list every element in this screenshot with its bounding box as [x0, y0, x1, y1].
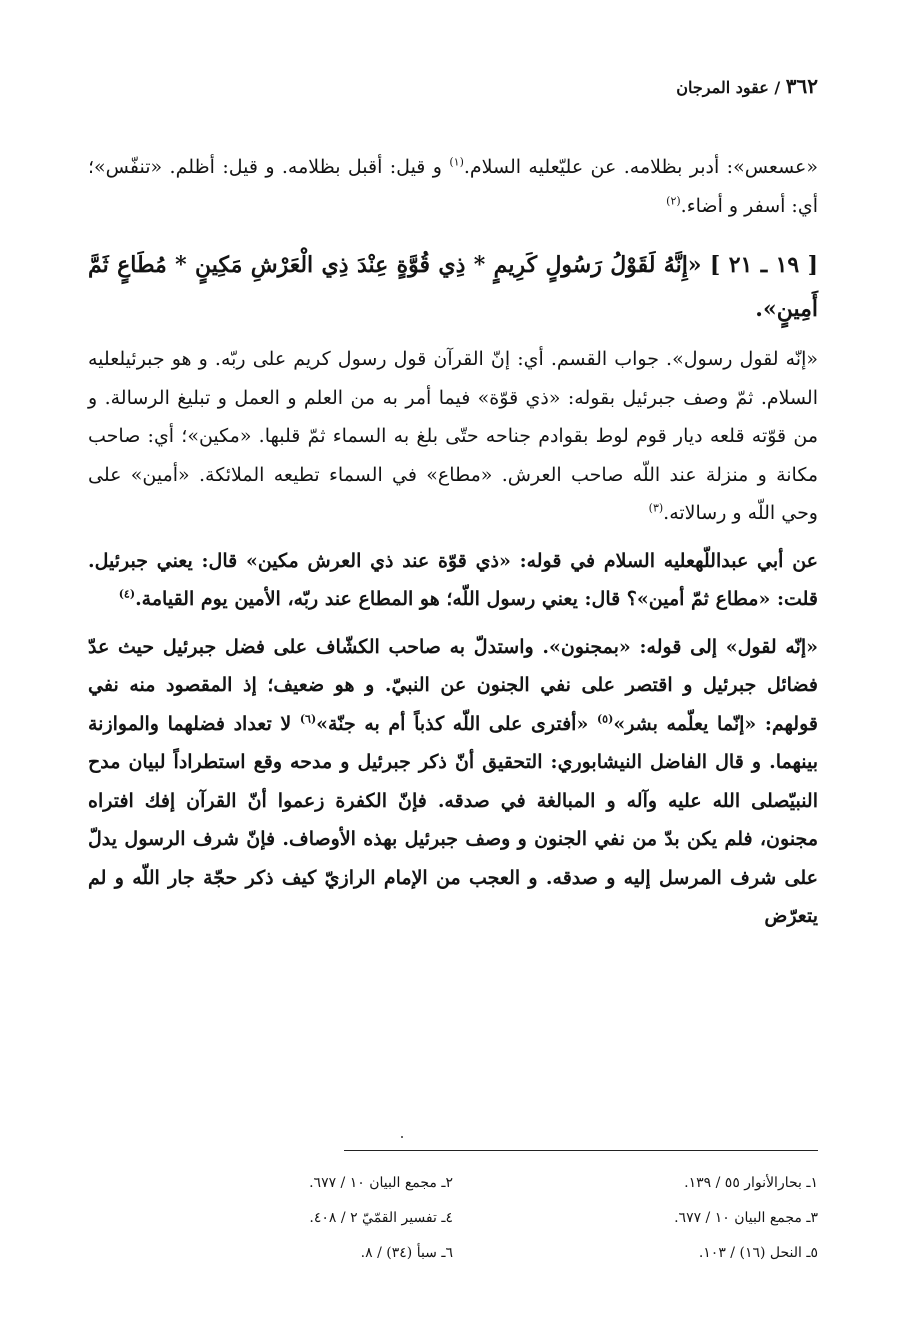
header-separator: / [774, 78, 781, 97]
footnote-ref-2[interactable]: (٢) [666, 194, 681, 208]
footnote-2: ٢ـ مجمع البيان ١٠ / ٦٧٧. [309, 1175, 453, 1191]
quran-verse: [ ١٩ ـ ٢١ ] «إِنَّهُ لَقَوْلُ رَسُولٍ كَرِيمٍ * ذِي قُوَّةٍ عِنْدَ ذِي الْعَرْشِ مَكِينٍ * مُطَاعٍ ثَمَّ أَمِينٍ». [88, 252, 818, 322]
paragraph-4-text-1: «إنّه لقول» إلى قوله: «بمجنون». واستدلّ به صاحب الكشّاف على فضل جبرئيل حيث عدّ فضائل جبرئيل و اقتصر على نفي الجنون عن النبيّ. و هو ضعيف؛ إذ المقصود منه نفي قولهم: «إنّما يعلّمه بشر» [88, 635, 818, 735]
paragraph-3 [88, 542, 818, 619]
paragraph-2 [88, 340, 818, 533]
footnote-row [88, 1166, 818, 1201]
footnote-ref-1[interactable]: (١) [449, 155, 464, 169]
paragraph-3-text: عن أبي عبداللّه‏عليه السلام في قوله: «ذي قوّة عند ذي العرش مكين» قال: يعني جبرئيل. قلت: «مطاع ثمّ أمين»؟ قال: يعني رسول اللّه؛ هو المطاع عند ربّه، الأمين يوم القيامة. [88, 549, 818, 610]
paragraph-4 [88, 628, 818, 936]
book-page [88, 0, 818, 1326]
paragraph-1-text: «عسعس»: أدبر بظلامه. عن عليّ‏عليه السلام. [463, 156, 819, 178]
footnote-4: ٤ـ تفسير القمّيّ ٢ / ٤٠٨. [309, 1210, 453, 1226]
footnote-ref-3[interactable]: (٣) [648, 501, 664, 515]
main-text [88, 148, 818, 936]
running-header [676, 74, 818, 98]
footnote-row [88, 1236, 818, 1271]
footnote-ref-5[interactable]: (٥) [596, 712, 614, 726]
stray-dot [401, 1136, 403, 1138]
paragraph-2-text: «إنّه لقول رسول». جواب القسم. أي: إنّ القرآن قول رسول كريم على ربّه. و هو جبرئيل‏عليه السلام. ثمّ وصف جبرئيل بقوله: «ذي قوّة» فيما أمر به من العلم و العمل و تبليغ الرسالة. و من قوّته قلعه ديار قوم لوط بقوادم جناحه حتّى بلغ به السماء ثمّ قلبها. «مكين»؛ أي: صاحب مكانة و منزلة عند اللّه صاحب العرش. «مطاع» في السماء تطيعه الملائكة. «أمين» على وحي اللّه و رسالاته. [88, 348, 818, 524]
footnote-ref-4[interactable]: (٤) [118, 587, 136, 601]
paragraph-1-text-2: و قيل: أقبل بظلامه. و قيل: أظلم. «تنفّس»؛ أي: أسفر و أضاء. [88, 156, 818, 217]
footnote-1: ١ـ بحارالأنوار ٥٥ / ١٣٩. [684, 1175, 818, 1191]
footnotes [88, 1166, 818, 1271]
footnote-3: ٣ـ مجمع البيان ١٠ / ٦٧٧. [674, 1210, 818, 1226]
paragraph-4-text-2: «أفترى على اللّه كذباً أم به جنّة» [316, 712, 597, 735]
paragraph-1 [88, 148, 818, 225]
footnote-5: ٥ـ النحل (١٦) / ١٠٣. [698, 1245, 818, 1261]
footnote-ref-6[interactable]: (٦) [299, 712, 317, 726]
paragraph-4-text-3: لا تعداد فضلهما والموازنة بينهما. و قال الفاضل النيشابوري: التحقيق أنّ ذكر جبرئيل و مدحه وقع استطراداً لبيان مدح النبيّ‏صلى الله عليه وآله و المبالغة في صدقه. فإنّ الكفرة زعموا أنّ القرآن إفك افتراه مجنون، فلم يكن بدّ من نفي الجنون و وصف جبرئيل بهذه الأوصاف. فإنّ شرف الرسول يدلّ على شرف المرسل إليه و صدقه. و العجب من الإمام الرازيّ كيف ذكر حجّة جار اللّه و لم يتعرّض [88, 712, 818, 927]
footnote-row [88, 1201, 818, 1236]
book-title: عقود المرجان [676, 78, 769, 97]
page-number: ٣٦٢ [785, 74, 818, 98]
footnote-6: ٦ـ سبأ (٣٤) / ٨. [360, 1245, 453, 1261]
footnote-divider [344, 1150, 818, 1151]
